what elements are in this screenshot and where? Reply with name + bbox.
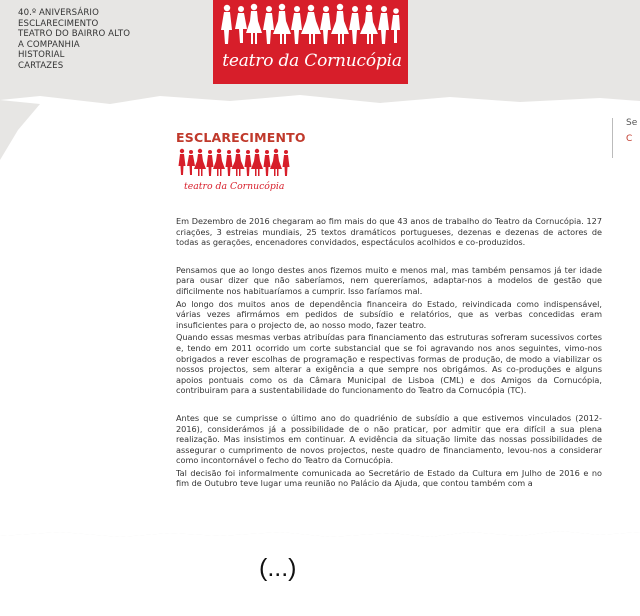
right-sidebar-link[interactable]: C: [626, 134, 633, 144]
article-logo-wordmark: teatro da Cornucópia: [184, 181, 285, 192]
article-dancers-illustration: [176, 147, 292, 181]
article-paragraph: Ao longo dos muitos anos de dependência financeira do Estado, reivindicada como indispensável, várias vezes afirmámos em pedidos de subsídio e relatórios, que as verbas concedidas eram insuficientes para o projecto de, ao nosso modo, fazer teatro.: [176, 298, 602, 330]
article-paragraph: Antes que se cumprisse o último ano do quadriénio de subsídio a que estivemos vinculados (2012-2016), considerámos já a possibilidade de o não praticar, por admitir que era difícil a sua plena realização. Mas insistimos em continuar. A evidência da situação limite das nossas possibilidades de assegurar o cumprimento de novos projectos, neste quadro de financiamento, levou-nos a considerar como incontornável o fecho do Teatro da Cornucópia.: [176, 412, 602, 466]
page-title: ESCLARECIMENTO: [176, 130, 306, 146]
site-logo[interactable]: [213, 0, 408, 84]
nav-item-teatro-bairro-alto[interactable]: TEATRO DO BAIRRO ALTO: [18, 29, 131, 40]
nav-item-companhia[interactable]: A COMPANHIA: [18, 39, 80, 50]
right-sidebar-text: Se: [626, 118, 638, 128]
torn-edge-mask: [0, 526, 640, 616]
nav-item-historial[interactable]: HISTORIAL: [18, 50, 65, 61]
ellipsis-note: (...): [259, 554, 297, 582]
article-paragraph: Pensamos que ao longo destes anos fizemos muito e menos mal, mas também pensamos já ter idade para ousar dizer que não saberíamos, nem quereríamos, adaptar-nos a modelos de gestão que dificilmente nos habituaríamos a cumprir. Isso faríamos mal.: [176, 264, 602, 296]
article-paragraph: Em Dezembro de 2016 chegaram ao fim mais do que 43 anos de trabalho do Teatro da Cornucópia. 127 criações, 3 estreias mundiais, 25 textos dramáticos portugueses, dezenas e dezenas de actores de todas as gerações, encenadores convidados, espectáculos acolhidos e co-produzidos.: [176, 216, 602, 248]
article-paragraph: Quando essas mesmas verbas atribuídas para financiamento das estruturas sofreram sucessivos cortes e, tendo em 2011 ocorrido um corte substancial que se foi agravando nos anos seguintes, vimo-nos obrigados a rever escolhas de programação e respectivas formas de produção, de modo a viabilizar os nossos projectos, sem alterar a exigência a que sempre nos obrigámos. As co-produções e alguns apoios pontuais como os da Câmara Municipal de Lisboa (CML) e dos Amigos da Cornucópia, contribuiram para a sustentabilidade do funcionamento do Teatro da Cornucópia (TC).: [176, 332, 602, 396]
nav-item-esclarecimento[interactable]: ESCLARECIMENTO: [18, 18, 99, 29]
dancers-illustration: [219, 2, 402, 52]
article-body: [176, 216, 602, 491]
logo-wordmark: teatro da Cornucópia: [222, 51, 402, 71]
nav-item-cartazes[interactable]: CARTAZES: [18, 60, 64, 71]
main-nav: [18, 8, 130, 72]
nav-item-aniversario[interactable]: 40.º ANIVERSÁRIO: [18, 8, 99, 18]
right-sidebar: [612, 118, 640, 158]
article-paragraph: Tal decisão foi informalmente comunicada ao Secretário de Estado da Cultura em Julho de 2016 e no fim de Outubro teve lugar uma reunião no Palácio da Ajuda, que contou também com a: [176, 467, 602, 489]
article-logo: [176, 147, 292, 197]
